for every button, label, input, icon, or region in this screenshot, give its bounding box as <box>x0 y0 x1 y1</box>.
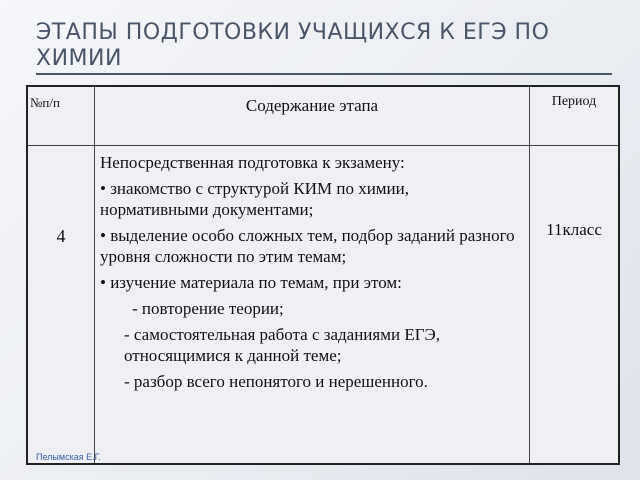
table-row <box>27 146 619 465</box>
stages-table-container <box>26 85 620 465</box>
header-period: Период <box>530 86 620 146</box>
row-period: 11класс <box>530 146 620 465</box>
table-header-row <box>27 86 619 146</box>
author-credit: Пелымская Е.Г. <box>36 452 101 462</box>
title-underline <box>36 73 612 75</box>
content-bullet: • выделение особо сложных тем, подбор заданий разного уровня сложности по этим темам; <box>100 226 515 266</box>
stages-table <box>26 85 620 465</box>
slide-title: ЭТАПЫ ПОДГОТОВКИ УЧАЩИХСЯ К ЕГЭ ПО ХИМИИ <box>36 20 550 71</box>
content-bullet: • изучение материала по темам, при этом: <box>100 273 402 292</box>
row-content <box>95 146 530 465</box>
content-intro: Непосредственная подготовка к экзамену: <box>100 153 405 172</box>
content-subitem: - самостоятельная работа с заданиями ЕГЭ, относящимися к данной теме; <box>124 325 441 365</box>
row-number: 4 <box>27 146 95 465</box>
header-number: №п/п <box>27 86 95 146</box>
content-subitem: - повторение теории; <box>132 299 284 318</box>
header-content: Содержание этапа <box>95 86 530 146</box>
content-bullet: • знакомство с структурой КИМ по химии, нормативными документами; <box>100 179 409 219</box>
content-subitem: - разбор всего непонятого и нерешенного. <box>124 372 428 391</box>
